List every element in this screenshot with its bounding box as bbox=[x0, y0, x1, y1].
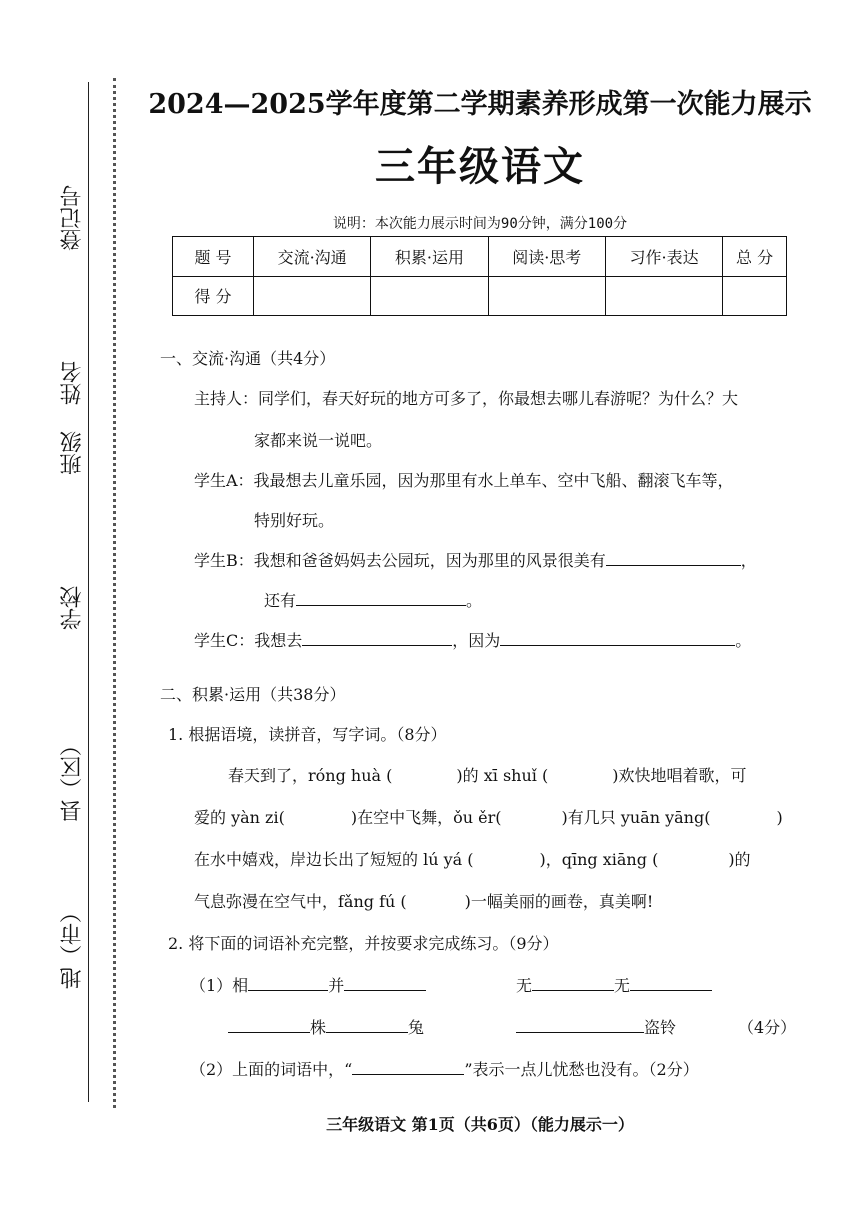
label-name: 姓名 bbox=[60, 361, 85, 405]
answer-blank[interactable] bbox=[296, 589, 466, 606]
exam-note: 说明：本次能力展示时间为90分钟，满分100分 bbox=[332, 216, 628, 232]
answer-blank[interactable] bbox=[228, 1016, 310, 1033]
answer-blank[interactable] bbox=[302, 629, 452, 646]
answer-blank[interactable] bbox=[248, 974, 328, 991]
q2-text: 无 bbox=[516, 976, 533, 995]
answer-blank[interactable] bbox=[532, 974, 614, 991]
score-header-cell: 交流·沟通 bbox=[254, 237, 371, 277]
q1-text: 春天到了，róng huà ( bbox=[228, 766, 393, 785]
q1-line1 bbox=[228, 763, 746, 786]
punct: 。 bbox=[466, 591, 483, 610]
subject-title: 三年级语文 bbox=[375, 143, 585, 190]
score-header-cell: 积累·运用 bbox=[371, 237, 488, 277]
punct: ， bbox=[740, 551, 757, 570]
page-footer: 三年级语文 第1页（共6页）（能力展示一） bbox=[326, 1115, 634, 1134]
q2-2-line bbox=[190, 1057, 699, 1080]
q2-text: 并 bbox=[328, 976, 345, 995]
q1-text: )在空中飞舞，ǒu ěr( bbox=[350, 808, 502, 827]
q1-text: 气息弥漫在空气中，fǎng fú ( bbox=[194, 892, 407, 911]
q2-1-score: （4分） bbox=[738, 1018, 797, 1037]
host-line1: 主持人：同学们，春天好玩的地方可多了，你最想去哪儿春游呢？为什么？大 bbox=[194, 389, 739, 408]
score-cell[interactable] bbox=[254, 276, 371, 316]
label-city: 地（市） bbox=[60, 901, 85, 990]
student-c-text1: 学生C：我想去 bbox=[194, 631, 303, 650]
score-header-cell: 习作·表达 bbox=[605, 237, 722, 277]
q2-1-row1-left bbox=[190, 973, 426, 996]
q2-text: （1）相 bbox=[190, 976, 249, 995]
student-b-line2 bbox=[264, 588, 482, 611]
q2-text: 盗铃 bbox=[644, 1018, 677, 1037]
section1-heading: 一、交流·沟通（共4分） bbox=[160, 349, 336, 368]
student-a-line2: 特别好玩。 bbox=[254, 511, 335, 530]
q1-text: 爱的 yàn zi( bbox=[194, 808, 285, 827]
q2-text: ”表示一点儿忧愁也没有。（2分） bbox=[464, 1060, 699, 1079]
score-cell[interactable] bbox=[371, 276, 488, 316]
answer-blank[interactable] bbox=[516, 1016, 644, 1033]
q1-line4 bbox=[194, 889, 653, 912]
q2-1-row2-right bbox=[516, 1015, 676, 1038]
student-c-line bbox=[194, 628, 751, 651]
q1-text: )的 bbox=[728, 850, 751, 869]
answer-blank[interactable] bbox=[630, 974, 712, 991]
section2-heading: 二、积累·运用（共38分） bbox=[160, 685, 346, 704]
score-table-header-row bbox=[173, 237, 787, 277]
score-cell[interactable] bbox=[605, 276, 722, 316]
q1-text: )有几只 yuān yāng( bbox=[561, 808, 711, 827]
q2-1-row1-right bbox=[516, 973, 712, 996]
q2-1-row2-left bbox=[228, 1015, 424, 1038]
question-1: 1. 根据语境，读拼音，写字词。（8分） bbox=[168, 725, 447, 744]
student-b-text2: 还有 bbox=[264, 591, 297, 610]
q2-text: 株 bbox=[310, 1018, 327, 1037]
label-registration-number: 登记号 bbox=[60, 185, 85, 251]
student-c-text2: ，因为 bbox=[452, 631, 501, 650]
score-cell[interactable] bbox=[488, 276, 605, 316]
score-row-label: 得 分 bbox=[173, 276, 254, 316]
q1-text: 在水中嬉戏，岸边长出了短短的 lú yá ( bbox=[194, 850, 474, 869]
q1-line2 bbox=[194, 805, 783, 828]
exam-title: 2024—2025学年度第二学期素养形成第一次能力展示 bbox=[148, 89, 812, 120]
answer-blank[interactable] bbox=[500, 629, 735, 646]
student-b-text1: 学生B：我想和爸爸妈妈去公园玩，因为那里的风景很美有 bbox=[194, 551, 606, 570]
score-header-cell: 阅读·思考 bbox=[488, 237, 605, 277]
label-class: 班级 bbox=[60, 431, 85, 475]
score-header-cell: 题 号 bbox=[173, 237, 254, 277]
q1-text: )，qīng xiāng ( bbox=[539, 850, 659, 869]
score-cell[interactable] bbox=[723, 276, 787, 316]
student-a-line1: 学生A：我最想去儿童乐园，因为那里有水上单车、空中飞船、翻滚飞车等， bbox=[194, 471, 734, 490]
binding-dotted-line bbox=[113, 78, 116, 1108]
student-b-line1 bbox=[194, 548, 757, 571]
q2-text: （2）上面的词语中，“ bbox=[190, 1060, 353, 1079]
answer-blank[interactable] bbox=[344, 974, 426, 991]
label-school: 学校 bbox=[60, 586, 85, 630]
score-table bbox=[172, 236, 787, 316]
label-county: 县（区） bbox=[60, 734, 85, 822]
punct: 。 bbox=[735, 631, 752, 650]
q1-text: )的 xī shuǐ ( bbox=[456, 766, 549, 785]
q1-line3 bbox=[194, 847, 751, 870]
host-line2: 家都来说一说吧。 bbox=[254, 431, 383, 450]
score-table-score-row bbox=[173, 276, 787, 316]
q2-text: 无 bbox=[614, 976, 631, 995]
question-2: 2. 将下面的词语补充完整，并按要求完成练习。（9分） bbox=[168, 934, 559, 953]
q1-text: )一幅美丽的画卷，真美啊! bbox=[464, 892, 654, 911]
score-header-cell: 总 分 bbox=[723, 237, 787, 277]
answer-blank[interactable] bbox=[606, 549, 741, 566]
q1-text: ) bbox=[776, 808, 783, 827]
answer-blank[interactable] bbox=[326, 1016, 408, 1033]
q1-text: )欢快地唱着歌，可 bbox=[612, 766, 747, 785]
q2-text: 兔 bbox=[408, 1018, 425, 1037]
answer-blank[interactable] bbox=[352, 1058, 464, 1075]
